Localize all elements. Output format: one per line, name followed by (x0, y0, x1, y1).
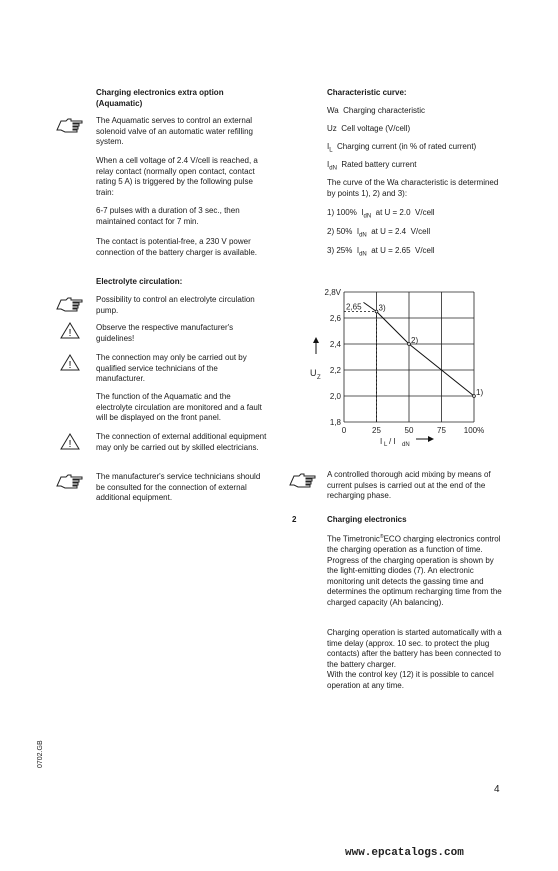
curve-points-list (327, 208, 507, 265)
warning-triangle-icon (60, 433, 80, 454)
y-tick-label: 1,8 (329, 418, 341, 427)
legend-text: Charging current (in % of rated current) (337, 142, 477, 151)
data-point (473, 395, 476, 398)
aquamatic-para-4: The contact is potential-free, a 230 V power connection of the battery charger is available. (96, 237, 257, 257)
point-unit: V/cell (415, 208, 435, 217)
page-number: 4 (494, 784, 500, 795)
x-tick-label: 0 (341, 426, 347, 435)
text-run: ECO charging electronics control the charging operation as a function of time. Progress of the charging operation is shown by the light-emitting diodes (7). An electronic monitoring unit detects the gassing time and determines the optimum recharging time from the charged capacity (Ah balancing). (327, 534, 502, 607)
series-line (364, 302, 475, 396)
point-symbol: I (356, 246, 360, 255)
y-tick-label: 2,8V (324, 288, 341, 297)
x-axis-label: I (380, 437, 383, 446)
arrow-head-icon (428, 436, 434, 442)
x-tick-label: 100% (463, 426, 485, 435)
aquamatic-para-2: When a cell voltage of 2.4 V/cell is reached, a relay contact (normally open contact, contact rating 5 A) is triggered by the following pulse train: (96, 156, 258, 197)
curve-description: The curve of the Wa characteristic is determined by points 1), 2) and 3): (327, 178, 499, 198)
legend-symbol: I (327, 142, 330, 151)
legend-symbol: Uz (327, 124, 337, 133)
warning-triangle-icon (60, 322, 80, 343)
point-percent: 50% (336, 227, 353, 236)
point-symbol: I (356, 227, 360, 236)
electrolyte-para-3: The connection may only be carried out by qualified service technicians of the manufacturer. (96, 353, 247, 383)
y-tick-label: 2,2 (329, 366, 341, 375)
x-tick-label: 25 (372, 426, 381, 435)
annotation-label: 2,65 (346, 302, 362, 312)
legend-list (327, 106, 507, 176)
data-point (375, 310, 378, 313)
section-title: Charging electronics (327, 515, 407, 524)
aquamatic-para-1: The Aquamatic serves to control an external solenoid valve of an automatic water refilling system. (96, 116, 253, 146)
x-axis-label-sep: / I (389, 437, 396, 446)
heading-aquamatic-sub: (Aquamatic) (96, 98, 143, 108)
point-subscript: dN (363, 213, 372, 220)
legend-text: Rated battery current (341, 160, 417, 169)
point-symbol: I (361, 208, 364, 217)
point-percent: 25% (336, 246, 353, 255)
point-subscript: dN (359, 232, 367, 239)
point-unit: V/cell (410, 227, 431, 236)
legend-symbol: I (327, 160, 330, 169)
point-condition: at U = 2.0 (375, 208, 411, 217)
heading-electrolyte: Electrolyte circulation: (96, 277, 183, 286)
pointing-hand-icon (60, 297, 84, 315)
charging-electronics-para-1 (327, 532, 502, 608)
pointing-hand-icon (60, 474, 84, 492)
curve-point-row (327, 246, 507, 265)
electrolyte-para-1: Possibility to control an electrolyte circulation pump. (96, 295, 255, 315)
text-run: The Timetronic (327, 534, 380, 544)
acid-mixing-note: A controlled thorough acid mixing by means of current pulses is carried out at the end of the recharging phase. (327, 470, 491, 500)
y-tick-label: 2,6 (329, 314, 341, 323)
x-tick-label: 75 (437, 426, 446, 435)
pointing-hand-icon (60, 118, 84, 136)
y-axis-label: U (310, 368, 317, 378)
document-code: 0702.GB (37, 740, 44, 768)
electrolyte-para-5: The connection of external additional equipment may only be carried out by skilled electricians. (96, 432, 267, 452)
point-subscript: dN (359, 251, 367, 258)
annotation-label: 1) (476, 388, 484, 397)
annotation-label: 3) (378, 303, 386, 313)
legend-text: Cell voltage (V/cell) (341, 124, 411, 133)
y-tick-label: 2,4 (329, 340, 341, 349)
section-number: 2 (292, 515, 297, 524)
curve-point-row (327, 227, 507, 246)
point-condition: at U = 2.4 (371, 227, 407, 236)
legend-subscript: L (329, 147, 333, 154)
aquamatic-para-3: 6-7 pulses with a duration of 3 sec., then maintained contact for 7 min. (96, 206, 240, 226)
legend-row (327, 142, 507, 160)
heading-aquamatic: Charging electronics extra option (96, 88, 224, 97)
curve-point-row (327, 208, 507, 227)
point-number: 1) (327, 208, 335, 217)
point-unit: V/cell (415, 246, 435, 255)
data-point (408, 343, 411, 346)
x-tick-label: 50 (404, 426, 414, 435)
characteristic-chart (300, 282, 500, 448)
site-url[interactable]: www.epcatalogs.com (345, 847, 464, 859)
chart-svg (300, 282, 500, 448)
legend-subscript: dN (329, 165, 337, 172)
y-axis-label-sub: Z (317, 375, 321, 381)
heading-characteristic-curve: Characteristic curve: (327, 88, 407, 97)
charging-electronics-para-2: Charging operation is started automatically with a time delay (approx. 10 sec. to protect the plug contacts) after the battery has been connected to the battery charger. (327, 628, 502, 669)
svg-text:!: ! (68, 439, 72, 450)
charging-electronics-para-3: With the control key (12) it is possible to cancel operation at any time. (327, 670, 494, 690)
electrolyte-para-4: The function of the Aquamatic and the electrolyte circulation are monitored and a fault will be displayed on the front panel. (96, 392, 262, 422)
electrolyte-para-6: The manufacturer's service technicians should be consulted for the connection of external additional equipment. (96, 472, 261, 502)
warning-triangle-icon (60, 354, 80, 375)
legend-row (327, 124, 507, 142)
electrolyte-para-2: Observe the respective manufacturer's guidelines! (96, 323, 234, 343)
point-number: 3) (327, 246, 335, 255)
arrow-head-icon (313, 337, 319, 343)
annotation-label: 2) (411, 336, 419, 345)
legend-symbol: Wa (327, 106, 339, 115)
svg-text:!: ! (68, 360, 72, 371)
point-condition: at U = 2.65 (371, 246, 411, 255)
y-tick-label: 2,0 (329, 392, 341, 401)
legend-row (327, 160, 507, 176)
svg-text:!: ! (68, 328, 72, 339)
x-axis-label-sub: L (384, 442, 388, 448)
left-column (96, 88, 268, 109)
point-number: 2) (327, 227, 335, 236)
registered-mark: ® (379, 534, 384, 540)
legend-row (327, 106, 507, 124)
point-percent: 100% (336, 208, 357, 217)
pointing-hand-icon (293, 473, 317, 491)
legend-text: Charging characteristic (343, 106, 425, 115)
x-axis-label-sub: dN (402, 442, 410, 448)
